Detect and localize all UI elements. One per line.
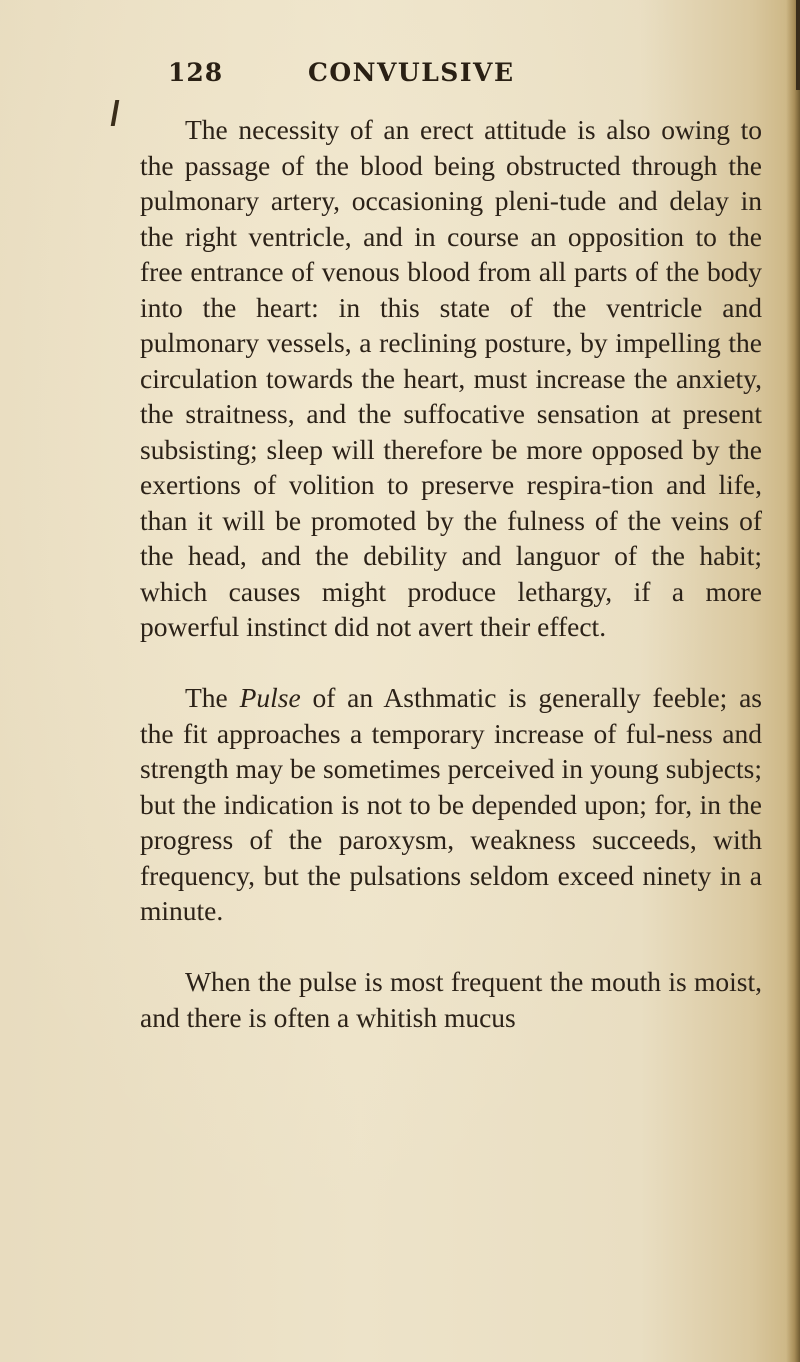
- page-edge-shadow: [786, 0, 800, 1362]
- paragraph-3: When the pulse is most frequent the mouth is moist, and there is often a whitish mucus: [140, 966, 762, 1033]
- page-header: [168, 58, 588, 92]
- running-head: CONVULSIVE: [308, 58, 515, 87]
- paragraph-1: The necessity of an erect attitude is also owing to the passage of the blood being obstructed through the pulmonary artery, occasioning pleni-tude and delay in the right ventricle, and in course an opposition to the free entrance of venous blood from all parts of the body into the heart: in this state of the ventricle and pulmonary vessels, a reclining posture, by impelling the circulation towards the heart, must increase the anxiety, the straitness, and the suffocative sensation at present subsisting; sleep will therefore be more opposed by the exertions of volition to preserve respira-tion and life, than it will be promoted by the fulness of the veins of the head, and the debility and languor of the habit; which causes might produce lethargy, if a more powerful instinct did not avert their effect.: [140, 114, 762, 642]
- paragraph-2-start: The: [185, 682, 240, 713]
- page-number: 128: [168, 58, 224, 87]
- page-edge-dark: [796, 0, 800, 90]
- body-text: [140, 112, 762, 1035]
- pulse-emphasis: Pulse: [239, 682, 301, 713]
- paragraph-2-rest: of an Asthmatic is generally feeble; as the fit approaches a temporary increase of ful-ness and strength may be sometimes perceived in young subjects; but the indication is not to be depended upon; for, in the progress of the paroxysm, weakness succeeds, with frequency, but the pulsations seldom exceed ninety in a minute.: [140, 682, 762, 926]
- stray-ink-mark: [111, 100, 120, 126]
- paragraph-2: [140, 680, 762, 929]
